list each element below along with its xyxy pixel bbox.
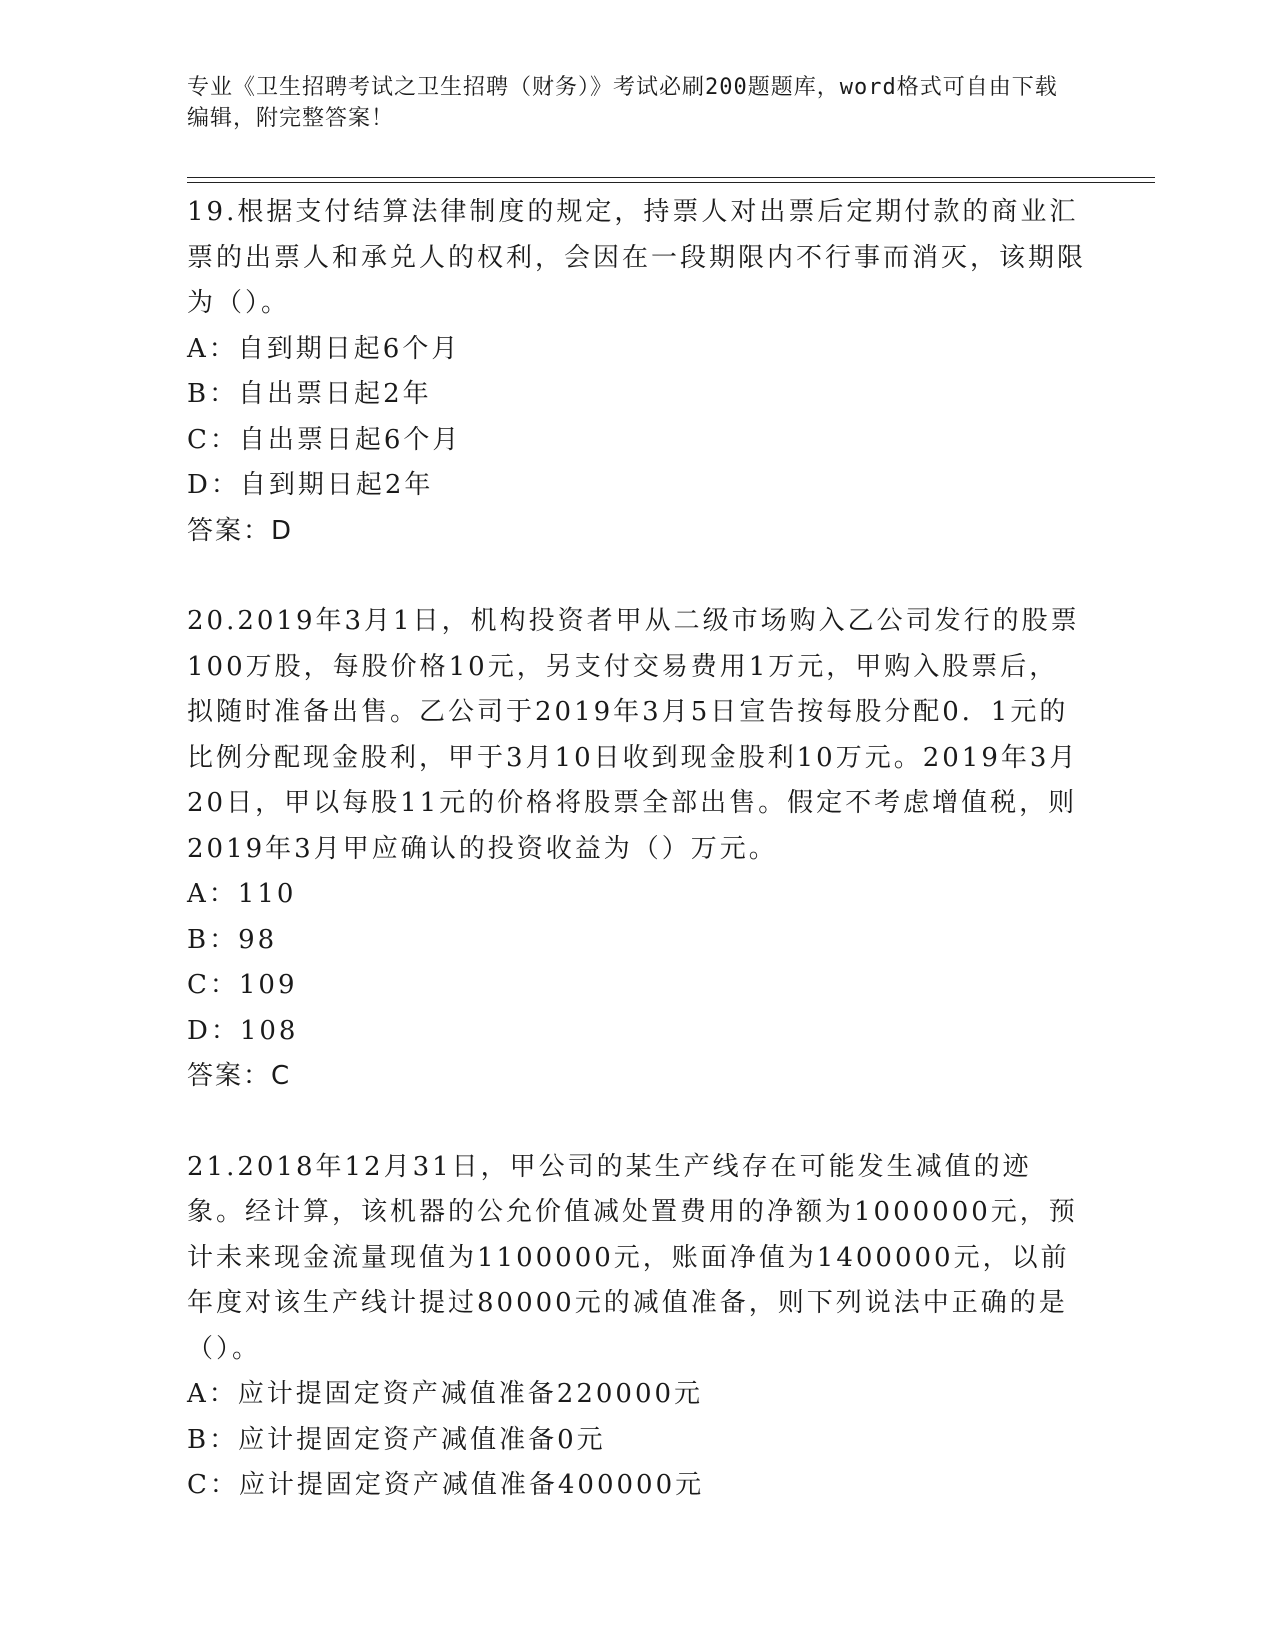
question-list: [187, 190, 1087, 1554]
question-20: [187, 599, 1087, 1100]
question-stem: 21.2018年12月31日，甲公司的某生产线存在可能发生减值的迹象。经计算，该机器的公允价值减处置费用的净额为1000000元，预计未来现金流量现值为1100000元，账面净值为1400000元，以前年度对该生产线计提过80000元的减值准备，则下列说法中正确的是（）。: [187, 1151, 1078, 1364]
header-divider-second: [187, 182, 1155, 183]
question-21: [187, 1145, 1087, 1509]
question-19: [187, 190, 1087, 554]
question-stem: 20.2019年3月1日，机构投资者甲从二级市场购入乙公司发行的股票100万股，每股价格10元，另支付交易费用1万元，甲购入股票后，拟随时准备出售。乙公司于2019年3月5日宣告按每股分配0．1元的比例分配现金股利，甲于3月10日收到现金股利10万元。2019年3月20日，甲以每股11元的价格将股票全部出售。假定不考虑增值税，则2019年3月甲应确认的投资收益为（）万元。: [187, 606, 1080, 864]
option-c: C：109: [187, 970, 298, 1000]
option-c: C：自出票日起6个月: [187, 424, 462, 455]
document-header: 专业《卫生招聘考试之卫生招聘（财务）》考试必刷200题题库，word格式可自由下载编辑，附完整答案！: [187, 75, 1058, 131]
option-d: D：108: [187, 1015, 299, 1046]
option-c: C：应计提固定资产减值准备400000元: [187, 1470, 705, 1500]
header-divider: [187, 177, 1155, 178]
option-b: B：自出票日起2年: [187, 379, 432, 409]
option-a: A：应计提固定资产减值准备220000元: [187, 1379, 704, 1409]
option-b: B：98: [187, 924, 278, 955]
option-a: A：110: [187, 879, 297, 909]
answer: 答案：C: [187, 1061, 292, 1091]
option-a: A：自到期日起6个月: [187, 333, 461, 364]
option-d: D：自到期日起2年: [187, 470, 434, 500]
question-stem: 19.根据支付结算法律制度的规定，持票人对出票后定期付款的商业汇票的出票人和承兑人的权利，会因在一段期限内不行事而消灭，该期限为（）。: [187, 197, 1087, 318]
option-b: B：应计提固定资产减值准备0元: [187, 1424, 606, 1455]
answer: 答案：D: [187, 515, 294, 546]
